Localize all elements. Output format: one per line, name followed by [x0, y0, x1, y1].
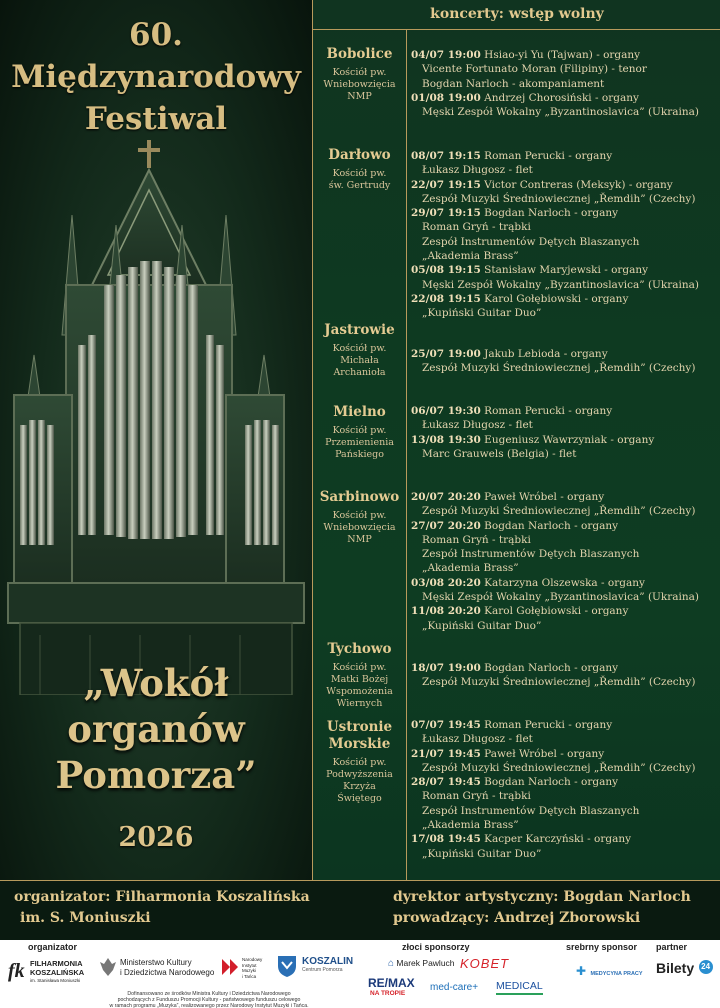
church-line: Matki Bożej	[330, 674, 389, 685]
event-line	[411, 263, 719, 277]
funding-note: Dofinansowano ze środków Ministra Kultury i Dziedzictwa Narodowego pochodzących z Funduszu Promocji Kultury - państwowego funduszu celowego w ramach programu „Muzyka”, realizowanego przez Narodowy Instytut Muzyki i Tańca.	[109, 991, 309, 1008]
label-partner: partner	[656, 942, 688, 952]
event-datetime: 01/08 19:00	[411, 91, 481, 104]
event-line	[411, 832, 719, 846]
organizer-line: organizator: Filharmonia Koszalińska	[14, 889, 310, 905]
event-line	[411, 178, 719, 192]
organizer-credit	[14, 887, 344, 929]
event-line	[411, 761, 719, 775]
event-performer: Bogdan Narloch - organy	[480, 207, 619, 220]
event-line	[411, 547, 719, 561]
event-performer: Roman Perucki - organy	[480, 405, 613, 417]
event-performer: Andrzej Chorosiński - organy	[480, 91, 639, 104]
event-performer: Roman Gryń - trąbki	[422, 533, 531, 546]
event-performer: Bogdan Narloch - organy	[480, 776, 619, 789]
event-performer: Karol Gołębiowski - organy	[480, 605, 629, 618]
event-line	[411, 192, 719, 206]
event-line	[411, 418, 719, 432]
subtitle-line: organów	[67, 707, 245, 751]
festival-year: 2026	[118, 822, 194, 853]
event-performer: Męski Zespół Wokalny „Byzantinoslavica” (Ukraina)	[422, 278, 700, 291]
event-line	[411, 661, 719, 675]
event-line	[411, 404, 719, 418]
marek-pawluch-logo: ⌂ Marek Pawluch	[388, 958, 455, 969]
venue-name: Sarbinowo	[319, 489, 400, 505]
medical-cross-icon: ✚	[576, 964, 587, 978]
event-performer: Roman Gryń - trąbki	[422, 790, 531, 803]
event-performer: Katarzyna Olszewska - organy	[480, 576, 645, 589]
event-line	[411, 235, 719, 249]
event-performer: Roman Gryń - trąbki	[422, 221, 531, 234]
venue-name-line: Morskie	[328, 736, 391, 752]
nimit-mark-icon	[220, 957, 240, 979]
event-line	[411, 292, 719, 306]
event-line	[411, 732, 719, 746]
event-datetime: 11/08 20:20	[411, 605, 481, 618]
event-datetime: 13/08 19:30	[411, 433, 481, 446]
event-datetime: 25/07 19:00	[411, 348, 481, 360]
events-bobolice	[411, 48, 719, 119]
event-datetime: 27/07 20:20	[411, 519, 481, 532]
church-line: Podwyższenia	[326, 769, 393, 780]
event-datetime: 28/07 19:45	[411, 776, 481, 789]
event-performer: Vicente Fortunato Moran (Filipiny) - tenor	[422, 63, 647, 76]
events-ustronie-morskie	[411, 718, 719, 861]
events-sarbinowo	[411, 490, 719, 633]
event-performer: „Akademia Brass”	[422, 562, 519, 575]
event-performer: Stanisław Maryjewski - organy	[480, 264, 649, 277]
event-performer: Zespół Instrumentów Dętych Blaszanych	[422, 548, 640, 561]
artistic-director: dyrektor artystyczny: Bogdan Narloch	[393, 889, 691, 905]
event-line	[411, 818, 719, 832]
event-performer: Bogdan Narloch - organy	[480, 519, 619, 532]
church-line: Michała	[340, 355, 379, 366]
church-line: Kościół pw.	[332, 510, 387, 521]
event-performer: Męski Zespół Wokalny „Byzantinoslavica” (Ukraina)	[422, 106, 700, 119]
church-line: Wspomożenia	[326, 686, 393, 697]
events-mielno	[411, 404, 719, 461]
fk-monogram-icon: fk	[8, 960, 25, 982]
event-line	[411, 847, 719, 861]
event-line	[411, 619, 719, 633]
label-gold-sponsors: złoci sponsorzy	[402, 942, 470, 952]
bilety24-logo: Bilety 24	[656, 960, 713, 978]
events-tychowo	[411, 661, 719, 690]
event-datetime: 04/07 19:00	[411, 49, 481, 61]
medycyna-pracy-logo: ✚ MEDYCYNA PRACY	[576, 964, 643, 978]
events-darlowo	[411, 149, 719, 321]
koszalin-shield-icon	[276, 954, 298, 978]
church-line: Świętego	[337, 793, 382, 804]
venue-name-line: Ustronie	[326, 719, 393, 735]
event-line	[411, 590, 719, 604]
event-line	[411, 48, 719, 62]
label-silver-sponsor: srebrny sponsor	[566, 942, 638, 952]
event-performer: Zespół Instrumentów Dętych Blaszanych	[422, 235, 640, 248]
event-line	[411, 163, 719, 177]
column-divider	[406, 30, 407, 880]
church-line: Kościół pw.	[332, 67, 387, 78]
event-line	[411, 504, 719, 518]
title-line: Festiwal	[84, 101, 228, 137]
event-performer: Łukasz Długosz - flet	[422, 164, 533, 177]
event-line	[411, 206, 719, 220]
event-line	[411, 789, 719, 803]
event-performer: Hsiao-yi Yu (Tajwan) - organy	[480, 49, 641, 61]
event-line	[411, 278, 719, 292]
venue-church	[313, 425, 406, 461]
free-entry-header: koncerty: wstęp wolny	[313, 0, 720, 30]
church-line: Wniebowzięcia	[323, 79, 396, 90]
church-line: Kościół pw.	[332, 425, 387, 436]
event-datetime: 06/07 19:30	[411, 405, 481, 417]
church-line: Kościół pw.	[332, 757, 387, 768]
host-credit: prowadzący: Andrzej Zborowski	[393, 910, 641, 926]
subtitle-line: Pomorza”	[55, 753, 257, 797]
church-line: Wiernych	[336, 698, 383, 709]
venue-name: Jastrowie	[324, 322, 395, 338]
event-performer: Eugeniusz Wawrzyniak - organy	[480, 433, 655, 446]
event-line	[411, 306, 719, 320]
event-line	[411, 747, 719, 761]
venue-church	[313, 168, 406, 192]
event-datetime: 08/07 19:15	[411, 150, 481, 162]
event-performer: Łukasz Długosz - flet	[422, 733, 533, 746]
event-performer: Paweł Wróbel - organy	[480, 491, 605, 503]
event-line	[411, 149, 719, 163]
event-performer: Zespół Muzyki Średniowiecznej „Řemdih” (Czechy)	[422, 676, 696, 689]
venue-tychowo	[313, 641, 406, 710]
event-performer: Victor Contreras (Meksyk) - organy	[480, 178, 673, 191]
event-line	[411, 718, 719, 732]
event-performer: „Kupiński Guitar Duo”	[422, 307, 542, 320]
event-line	[411, 576, 719, 590]
event-performer: „Akademia Brass”	[422, 250, 519, 263]
event-performer: Paweł Wróbel - organy	[480, 747, 605, 760]
event-performer: Bogdan Narloch - organy	[480, 662, 619, 674]
pipe-organ-illustration	[0, 135, 312, 695]
event-line	[411, 361, 719, 375]
venue-church	[313, 343, 406, 379]
event-line	[411, 105, 719, 119]
event-performer: Zespół Muzyki Średniowiecznej „Řemdih” (Czechy)	[422, 192, 696, 205]
church-line: Krzyża	[343, 781, 376, 792]
event-datetime: 20/07 20:20	[411, 491, 481, 503]
poster-left	[0, 0, 312, 880]
event-performer: Bogdan Narloch - akompaniament	[422, 77, 605, 90]
event-performer: „Kupiński Guitar Duo”	[422, 847, 542, 860]
venue-church	[313, 662, 406, 710]
church-line: św. Gertrudy	[328, 180, 391, 191]
venue-mielno	[313, 404, 406, 461]
med-care-logo: med-care+	[430, 982, 479, 993]
church-line: Pańskiego	[335, 449, 384, 460]
church-line: Kościół pw.	[332, 662, 387, 673]
events-jastrowie	[411, 347, 719, 376]
event-performer: Zespół Instrumentów Dętych Blaszanych	[422, 804, 640, 817]
sponsors-strip: organizator złoci sponsorzy srebrny sponsor partner fk FILHARMONIA KOSZALIŃSKA im. Stanisława Moniuszki Ministerstwo Kultury i Dziedzictwa Narodowego Narodowy Instytut Muzyki i Tańca KOSZALIN Centrum Pomorza Dofinansowano ze środków Ministra Kultury i Dziedzictwa Narodowego pochodzących z Funduszu Promocji Kultury - państwowego funduszu celowego w ramach programu „Muzyka”, realizowanego przez Narodowy Instytut Muzyki i Tańca. ⌂ Marek Pawluch KOBET RE/MAX NA TROPIE med-care+ MEDICAL ✚ MEDYCYNA PRACY Bilety 24	[0, 940, 720, 1008]
event-line	[411, 775, 719, 789]
event-datetime: 21/07 19:45	[411, 747, 481, 760]
programme-panel	[312, 0, 720, 880]
event-performer: Męski Zespół Wokalny „Byzantinoslavica” (Ukraina)	[422, 591, 700, 604]
church-line: Kościół pw.	[332, 343, 387, 354]
venue-darlowo	[313, 147, 406, 192]
event-datetime: 05/08 19:15	[411, 264, 481, 277]
event-line	[411, 447, 719, 461]
venue-name: Mielno	[333, 404, 386, 420]
event-performer: Zespół Muzyki Średniowiecznej „Řemdih” (Czechy)	[422, 505, 696, 518]
event-line	[411, 561, 719, 575]
church-line: Wniebowzięcia	[323, 522, 396, 533]
event-line	[411, 62, 719, 76]
event-datetime: 22/08 19:15	[411, 292, 481, 305]
kobet-logo: KOBET	[460, 956, 510, 971]
event-line	[411, 490, 719, 504]
venue-sarbinowo	[313, 489, 406, 546]
event-line	[411, 77, 719, 91]
event-line	[411, 804, 719, 818]
title-line: 60.	[129, 17, 183, 53]
venue-church	[313, 510, 406, 546]
venue-name: Darłowo	[328, 147, 391, 163]
house-icon: ⌂	[388, 958, 395, 969]
event-performer: Zespół Muzyki Średniowiecznej „Řemdih” (Czechy)	[422, 362, 696, 375]
event-datetime: 22/07 19:15	[411, 178, 481, 191]
event-performer: Jakub Lebioda - organy	[480, 348, 608, 360]
event-performer: Marc Grauwels (Belgia) - flet	[422, 447, 577, 460]
event-performer: Kacper Karczyński - organy	[480, 833, 632, 846]
event-line	[411, 675, 719, 689]
credits-footer	[0, 880, 720, 940]
venue-church	[313, 67, 406, 103]
event-line	[411, 519, 719, 533]
event-datetime: 17/08 19:45	[411, 833, 481, 846]
event-performer: Łukasz Długosz - flet	[422, 419, 533, 432]
venue-name: Bobolice	[326, 46, 393, 62]
staff-credit	[393, 887, 713, 929]
event-performer: Roman Perucki - organy	[480, 719, 613, 731]
event-line	[411, 220, 719, 234]
church-line: NMP	[347, 534, 372, 545]
event-performer: Karol Gołębiowski - organy	[480, 292, 629, 305]
eagle-emblem-icon	[98, 956, 118, 978]
event-datetime: 29/07 19:15	[411, 207, 481, 220]
festival-subtitle	[0, 660, 312, 798]
event-performer: Roman Perucki - organy	[480, 150, 613, 162]
event-datetime: 18/07 19:00	[411, 662, 481, 674]
venue-bobolice	[313, 46, 406, 103]
event-performer: „Kupiński Guitar Duo”	[422, 619, 542, 632]
venue-ustronie-morskie	[313, 719, 406, 805]
church-line: NMP	[347, 91, 372, 102]
event-datetime: 03/08 20:20	[411, 576, 481, 589]
venue-name	[313, 719, 406, 753]
event-line	[411, 91, 719, 105]
event-datetime: 07/07 19:45	[411, 719, 481, 731]
festival-title	[0, 14, 312, 140]
event-line	[411, 249, 719, 263]
remax-logo: RE/MAX NA TROPIE	[368, 976, 415, 997]
church-line: Przemienienia	[325, 437, 394, 448]
event-line	[411, 347, 719, 361]
venue-jastrowie	[313, 322, 406, 379]
event-line	[411, 604, 719, 618]
event-performer: Zespół Muzyki Średniowiecznej „Řemdih” (Czechy)	[422, 761, 696, 774]
event-performer: „Akademia Brass”	[422, 819, 519, 832]
venue-name: Tychowo	[327, 641, 392, 657]
label-organizer: organizator	[28, 942, 78, 952]
subtitle-line: „Wokół	[83, 661, 229, 705]
event-line	[411, 533, 719, 547]
event-line	[411, 433, 719, 447]
medical-logo: MEDICAL	[496, 980, 543, 995]
title-line: Międzynarodowy	[11, 59, 301, 95]
church-line: Kościół pw.	[332, 168, 387, 179]
organizer-line: im. S. Moniuszki	[20, 910, 151, 926]
church-line: Archanioła	[333, 367, 386, 378]
venue-church	[313, 757, 406, 805]
